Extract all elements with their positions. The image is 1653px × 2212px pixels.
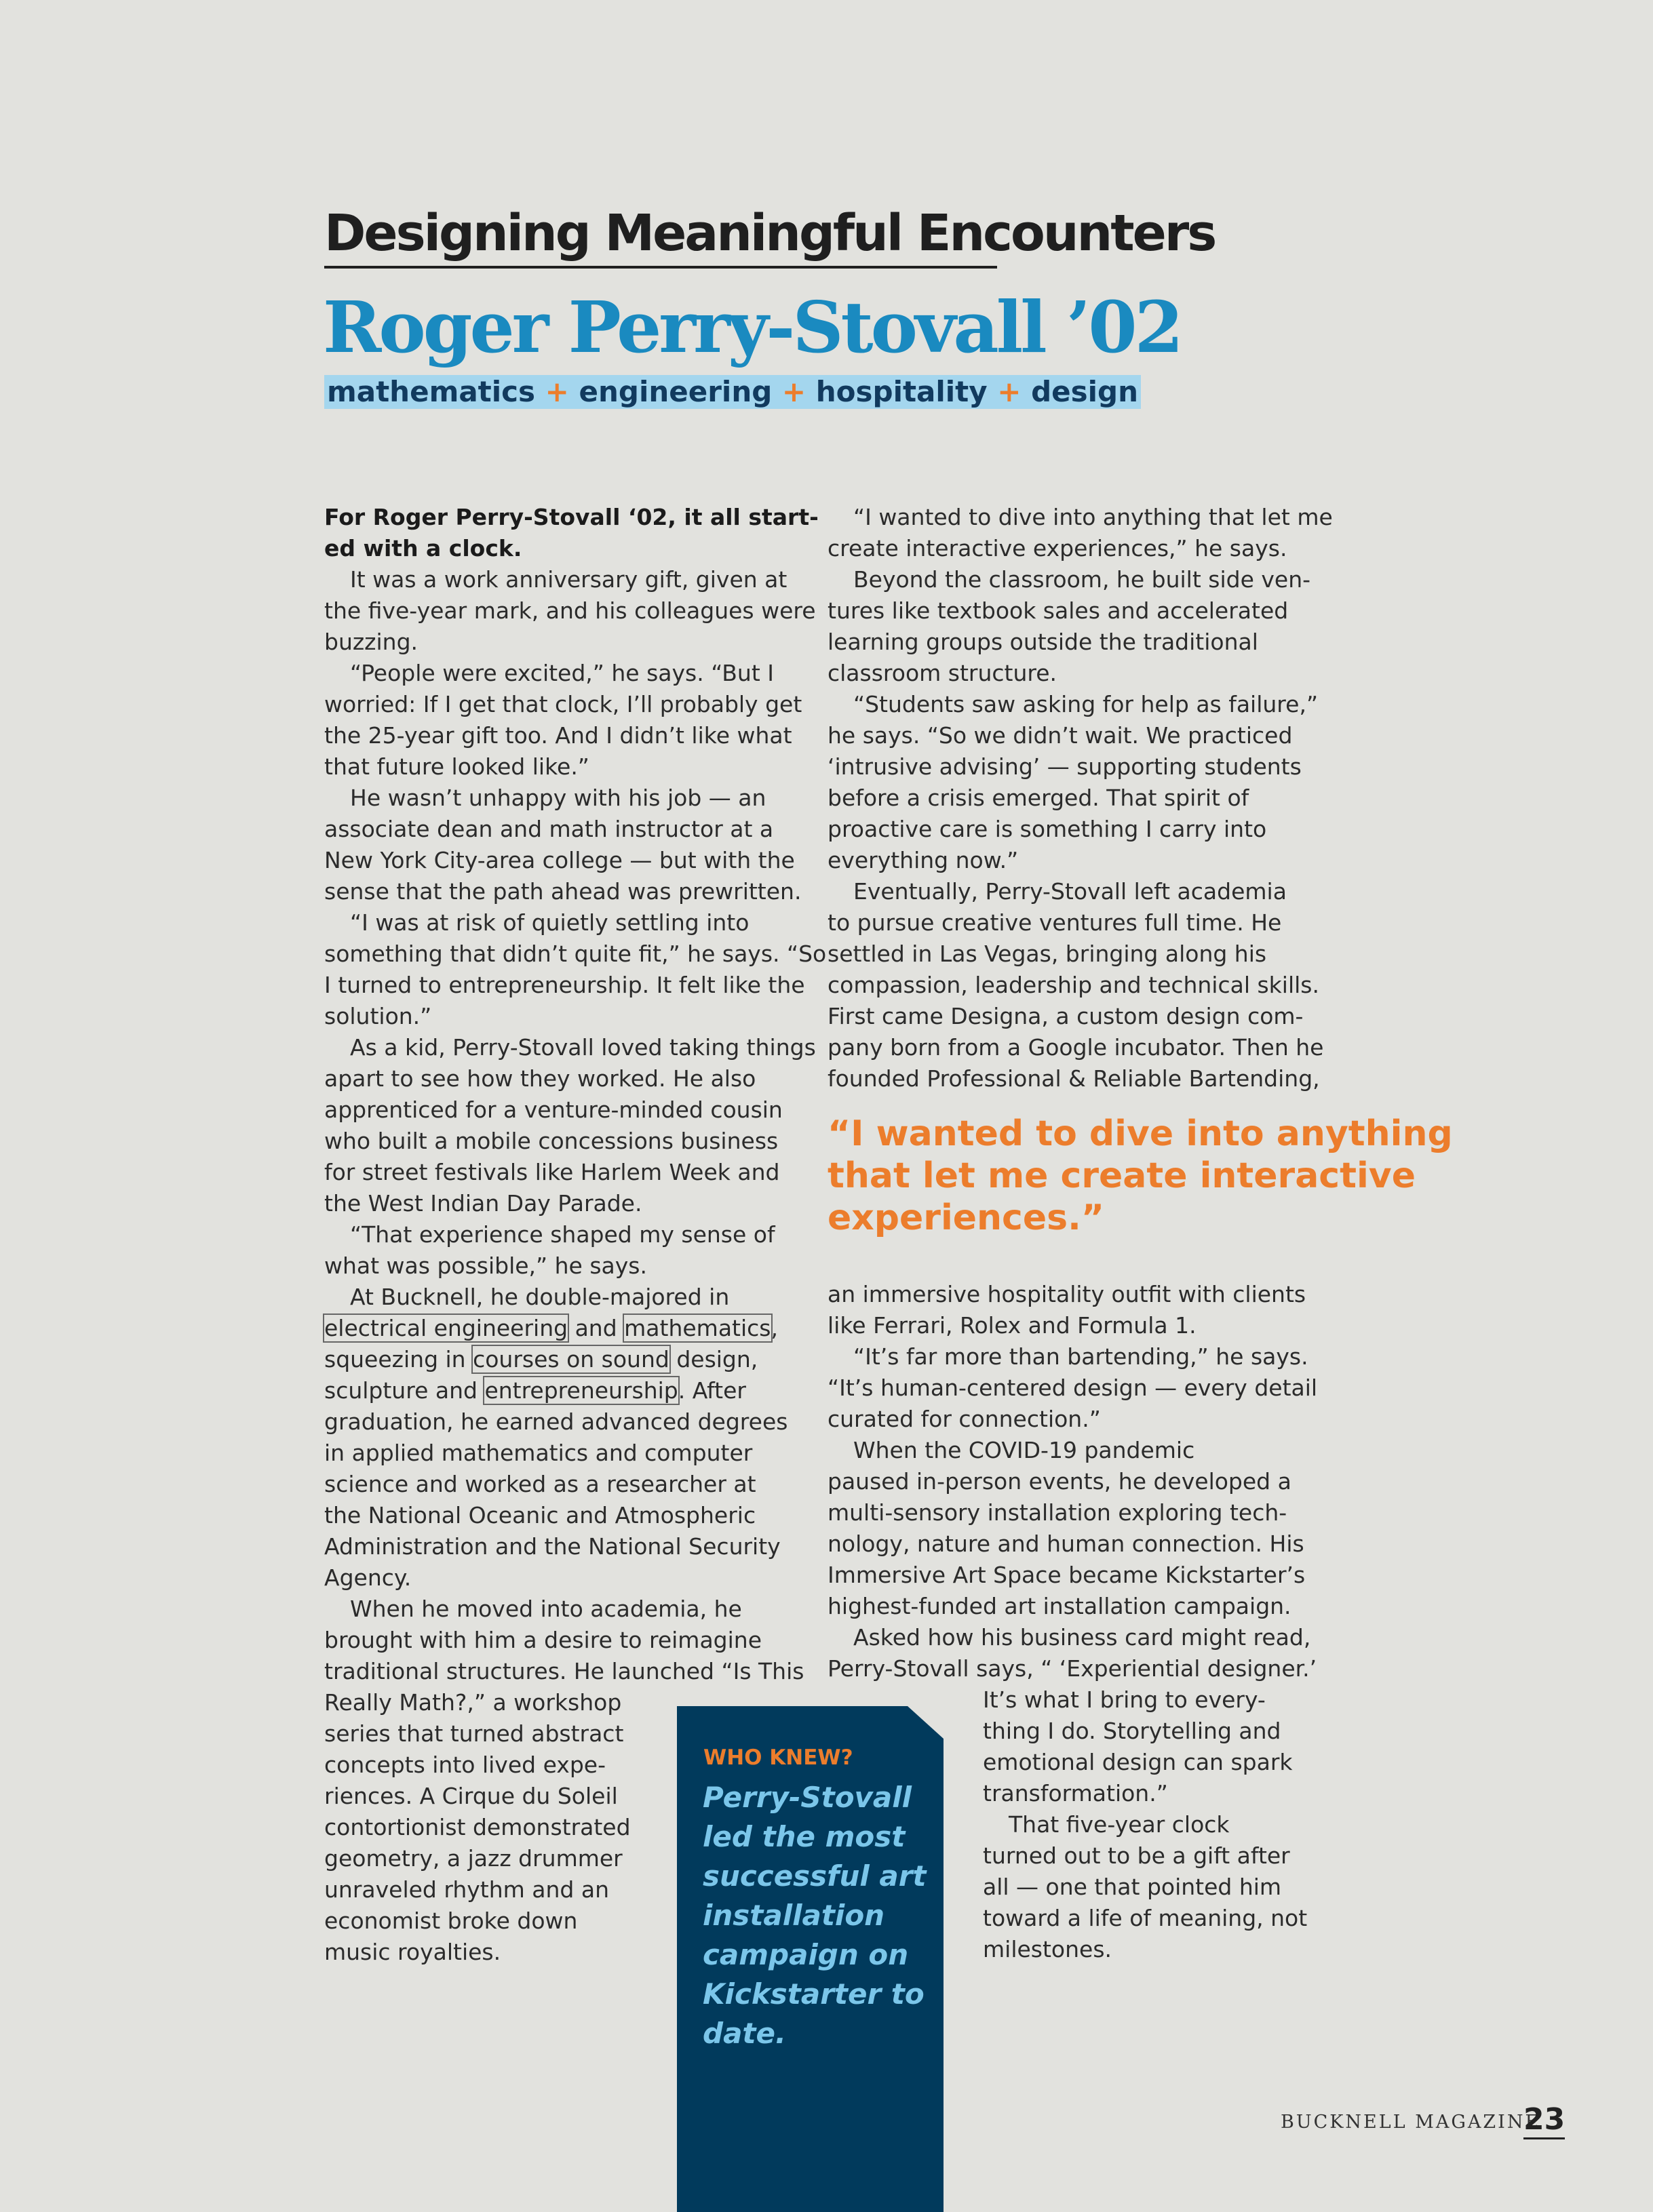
profile-name: Roger Perry-Stovall ’02 — [323, 285, 1181, 369]
text-line: create interactive experiences,” he says. — [828, 535, 1287, 561]
text-line: turned out to be a gift after — [983, 1842, 1290, 1869]
text-line: classroom structure. — [828, 660, 1057, 686]
text-line: New York City-area college — but with the — [324, 847, 795, 873]
discipline-item: mathematics — [327, 375, 536, 408]
text-fragment: squeezing in — [324, 1346, 473, 1372]
text-line: Asked how his business card might read, — [853, 1624, 1311, 1651]
text-line: “People were excited,” he says. “But I — [350, 660, 775, 686]
sidebar-line: Perry-Stovall — [703, 1781, 912, 1814]
highlight-mathematics[interactable]: mathematics — [624, 1315, 771, 1341]
pull-quote-line: that let me create interactive — [828, 1156, 1416, 1196]
highlight-courses-on-sound[interactable]: courses on sound — [473, 1346, 669, 1372]
text-line: When he moved into academia, he — [350, 1596, 742, 1622]
text-line: milestones. — [983, 1936, 1112, 1962]
text-line: First came Designa, a custom design com- — [828, 1003, 1304, 1029]
text-line: He wasn’t unhappy with his job — an — [350, 785, 766, 811]
plus-separator: + — [997, 375, 1022, 408]
sidebar-line: campaign on — [703, 1938, 909, 1971]
text-line: Agency. — [324, 1564, 412, 1591]
text-line — [324, 1375, 826, 1406]
text-line: transformation.” — [983, 1780, 1168, 1806]
text-line: geometry, a jazz drummer — [324, 1845, 623, 1872]
text-line: compassion, leadership and technical skills. — [828, 972, 1319, 998]
text-line: everything now.” — [828, 847, 1019, 873]
text-line: contortionist demonstrated — [324, 1814, 631, 1840]
text-line: Immersive Art Space became Kickstarter’s — [828, 1562, 1306, 1588]
text-line: to pursue creative ventures full time. He — [828, 909, 1282, 936]
text-line: apprenticed for a venture-minded cousin — [324, 1097, 783, 1123]
text-line: riences. A Cirque du Soleil — [324, 1783, 618, 1809]
text-line: Beyond the classroom, he built side ven- — [853, 566, 1311, 593]
plus-separator: + — [781, 375, 806, 408]
text-line: “It’s human-centered design — every detail — [828, 1375, 1318, 1401]
text-line: the 25-year gift too. And I didn’t like what — [324, 722, 792, 749]
text-line: multi-sensory installation exploring tech- — [828, 1499, 1287, 1526]
text-line: Eventually, Perry-Stovall left academia — [853, 878, 1287, 905]
text-line: That five-year clock — [1009, 1811, 1230, 1838]
sidebar-line: installation — [703, 1899, 885, 1932]
text-line: traditional structures. He launched “Is This — [324, 1658, 804, 1684]
text-fragment: sculpture and — [324, 1377, 485, 1404]
plus-separator: + — [545, 375, 569, 408]
text-line: As a kid, Perry-Stovall loved taking things — [350, 1034, 816, 1061]
highlight-electrical-engineering[interactable]: electrical engineering — [324, 1315, 568, 1341]
pull-quote — [828, 1113, 1453, 1239]
text-line: economist broke down — [324, 1908, 578, 1934]
discipline-item: hospitality — [815, 375, 988, 408]
text-line: settled in Las Vegas, bringing along his — [828, 941, 1267, 967]
magazine-name: BUCKNELL MAGAZINE — [1281, 2112, 1541, 2133]
text-line: It was a work anniversary gift, given at — [350, 566, 787, 593]
section-title: Designing Meaningful Encounters — [324, 201, 997, 269]
pull-quote-line: “I wanted to dive into anything — [828, 1113, 1453, 1154]
lede-line: ed with a clock. — [324, 535, 522, 561]
text-line: unraveled rhythm and an — [324, 1876, 609, 1903]
text-line: I turned to entrepreneurship. It felt like the — [324, 972, 805, 998]
sidebar-fact — [703, 1778, 927, 2053]
text-line: an immersive hospitality outfit with clients — [828, 1281, 1306, 1307]
text-line: “That experience shaped my sense of — [350, 1221, 775, 1248]
text-line: series that turned abstract — [324, 1720, 624, 1747]
text-line: in applied mathematics and computer — [324, 1440, 753, 1466]
text-line: thing I do. Storytelling and — [983, 1718, 1281, 1744]
sidebar-kicker: WHO KNEW? — [703, 1745, 853, 1770]
text-fragment: . After — [678, 1377, 746, 1404]
text-fragment: , — [771, 1315, 778, 1341]
text-line: brought with him a desire to reimagine — [324, 1627, 762, 1653]
article-column-3 — [983, 1684, 1307, 1965]
highlight-entrepreneurship[interactable]: entrepreneurship — [484, 1377, 678, 1404]
text-fragment: and — [568, 1315, 625, 1341]
text-line: graduation, he earned advanced degrees — [324, 1408, 788, 1435]
text-line: It’s what I bring to every- — [983, 1686, 1266, 1713]
text-line: emotional design can spark — [983, 1749, 1293, 1775]
text-line: sense that the path ahead was prewritten. — [324, 878, 802, 905]
discipline-item: design — [1031, 375, 1139, 408]
discipline-item: engineering — [579, 375, 773, 408]
text-line: buzzing. — [324, 629, 419, 655]
text-line: tures like textbook sales and accelerated — [828, 597, 1289, 624]
text-line: before a crisis emerged. That spirit of — [828, 785, 1249, 811]
text-line: ‘intrusive advising’ — supporting students — [828, 753, 1302, 780]
text-fragment: design, — [669, 1346, 758, 1372]
text-line: “I was at risk of quietly settling into — [350, 909, 750, 936]
text-line: At Bucknell, he double-majored in — [350, 1284, 730, 1310]
sidebar-line: led the most — [703, 1820, 906, 1853]
text-line: Perry-Stovall says, “ ‘Experiential designer.’ — [828, 1655, 1317, 1682]
pull-quote-line: experiences.” — [828, 1198, 1105, 1238]
text-line: something that didn’t quite fit,” he says. “So — [324, 941, 827, 967]
text-line — [324, 1344, 826, 1375]
text-line: nology, nature and human connection. His — [828, 1530, 1304, 1557]
text-line: the five-year mark, and his colleagues were — [324, 597, 816, 624]
text-line: founded Professional & Reliable Bartending, — [828, 1065, 1320, 1092]
lede-line: For Roger Perry-Stovall ‘02, it all start- — [324, 504, 819, 530]
text-line: “Students saw asking for help as failure,” — [853, 691, 1319, 717]
text-line: curated for connection.” — [828, 1406, 1101, 1432]
page-number: 23 — [1523, 2102, 1565, 2139]
text-line: Administration and the National Security — [324, 1533, 781, 1560]
text-line: concepts into lived expe- — [324, 1752, 606, 1778]
text-line: toward a life of meaning, not — [983, 1905, 1308, 1931]
text-line: highest-funded art installation campaign. — [828, 1593, 1291, 1619]
text-line: he says. “So we didn’t wait. We practiced — [828, 722, 1293, 749]
article-column-2-top — [828, 502, 1333, 1094]
text-line — [324, 1313, 826, 1344]
text-line: who built a mobile concessions business — [324, 1128, 779, 1154]
text-line: paused in-person events, he developed a — [828, 1468, 1291, 1495]
text-line: “I wanted to dive into anything that let me — [853, 504, 1333, 530]
text-line: all — one that pointed him — [983, 1874, 1282, 1900]
text-line: Really Math?,” a workshop — [324, 1689, 622, 1716]
text-line: apart to see how they worked. He also — [324, 1065, 756, 1092]
text-line: worried: If I get that clock, I’ll probably get — [324, 691, 802, 717]
text-line: what was possible,” he says. — [324, 1252, 647, 1279]
text-line: associate dean and math instructor at a — [324, 816, 774, 842]
text-line: music royalties. — [324, 1939, 501, 1965]
text-line: proactive care is something I carry into — [828, 816, 1267, 842]
text-line: “It’s far more than bartending,” he says. — [853, 1343, 1308, 1370]
text-line: science and worked as a researcher at — [324, 1471, 756, 1497]
sidebar-line: Kickstarter to — [703, 1977, 925, 2011]
text-line: When the COVID-19 pandemic — [853, 1437, 1195, 1463]
discipline-bar — [324, 375, 1141, 409]
text-line: the National Oceanic and Atmospheric — [324, 1502, 756, 1528]
text-line: the West Indian Day Parade. — [324, 1190, 642, 1217]
sidebar-line: date. — [703, 2017, 786, 2050]
text-line: that future looked like.” — [324, 753, 589, 780]
text-line: like Ferrari, Rolex and Formula 1. — [828, 1312, 1197, 1339]
text-line: learning groups outside the traditional — [828, 629, 1258, 655]
article-column-2-bottom — [828, 1279, 1317, 1684]
text-line: solution.” — [324, 1003, 432, 1029]
text-line: for street festivals like Harlem Week and — [324, 1159, 780, 1185]
sidebar-line: successful art — [703, 1859, 927, 1893]
text-line: pany born from a Google incubator. Then he — [828, 1034, 1324, 1061]
